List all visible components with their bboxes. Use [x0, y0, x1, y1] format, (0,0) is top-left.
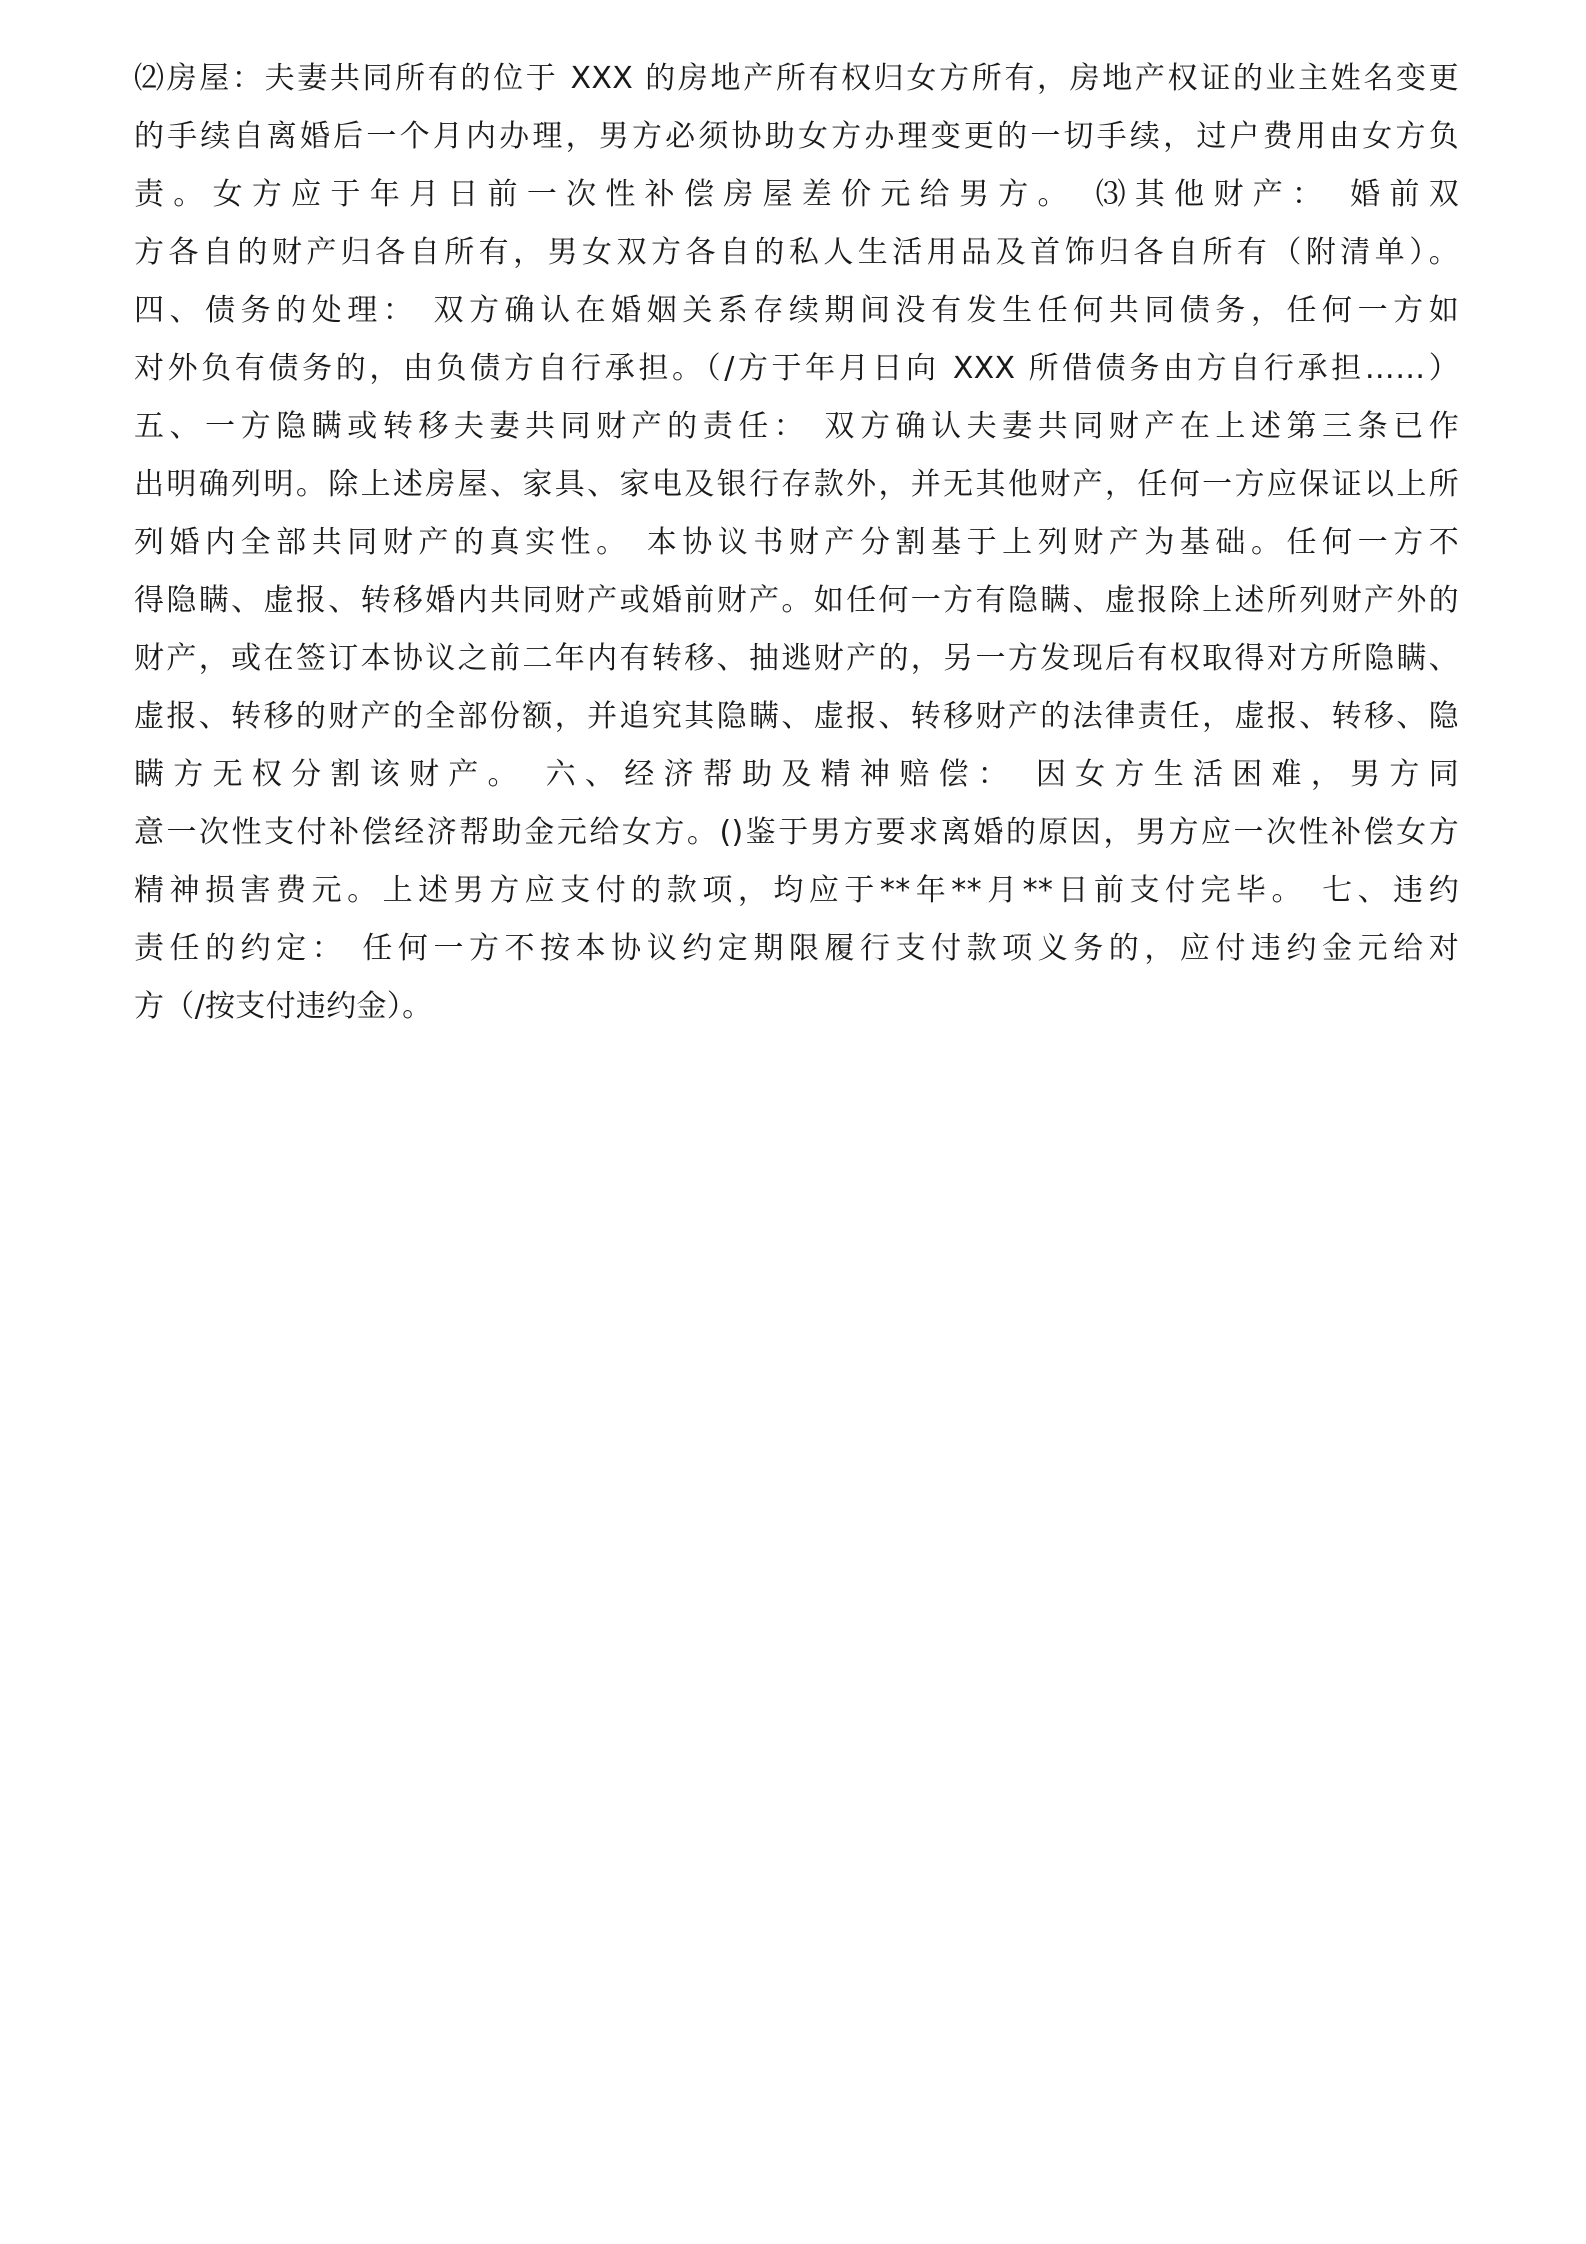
- text-line: 财产，或在签订本协议之前二年内有转移、抽逃财产的，另一方发现后有权取得对方所隐瞒、: [134, 641, 1459, 676]
- text-line: 精神损害费元。上述男方应支付的款项，均应于**年**月**日前支付完毕。 七、违约: [134, 873, 1459, 908]
- text-line: 出明确列明。除上述房屋、家具、家电及银行存款外，并无其他财产，任何一方应保证以上所: [134, 467, 1459, 502]
- text-line: 列婚内全部共同财产的真实性。 本协议书财产分割基于上列财产为基础。任何一方不: [134, 525, 1459, 560]
- text-line: 虚报、转移的财产的全部份额，并追究其隐瞒、虚报、转移财产的法律责任，虚报、转移、隐: [134, 699, 1459, 734]
- text-line: 四、债务的处理： 双方确认在婚姻关系存续期间没有发生任何共同债务，任何一方如: [134, 293, 1459, 328]
- text-line: 五、一方隐瞒或转移夫妻共同财产的责任： 双方确认夫妻共同财产在上述第三条已作: [134, 409, 1459, 444]
- text-line: 责任的约定： 任何一方不按本协议约定期限履行支付款项义务的，应付违约金元给对: [134, 931, 1459, 966]
- text-line: 方（/按支付违约金）。: [134, 989, 433, 1024]
- text-line: 对外负有债务的，由负债方自行承担。（/方于年月日向 XXX 所借债务由方自行承担……）: [134, 351, 1459, 386]
- document-body: [134, 50, 1459, 1036]
- text-line: 方各自的财产归各自所有，男女双方各自的私人生活用品及首饰归各自所有（附清单）。: [134, 235, 1459, 270]
- text-line: 的手续自离婚后一个月内办理，男方必须协助女方办理变更的一切手续，过户费用由女方负: [134, 119, 1459, 154]
- text-line: 责。女方应于年月日前一次性补偿房屋差价元给男方。 ⑶其他财产： 婚前双: [134, 177, 1459, 212]
- text-line: 意一次性支付补偿经济帮助金元给女方。()鉴于男方要求离婚的原因，男方应一次性补偿女方: [134, 815, 1459, 850]
- text-line: 瞒方无权分割该财产。 六、经济帮助及精神赔偿： 因女方生活困难，男方同: [134, 757, 1459, 792]
- text-line: 得隐瞒、虚报、转移婚内共同财产或婚前财产。如任何一方有隐瞒、虚报除上述所列财产外的: [134, 583, 1459, 618]
- text-line: ⑵房屋：夫妻共同所有的位于 XXX 的房地产所有权归女方所有，房地产权证的业主姓名变更: [134, 61, 1459, 96]
